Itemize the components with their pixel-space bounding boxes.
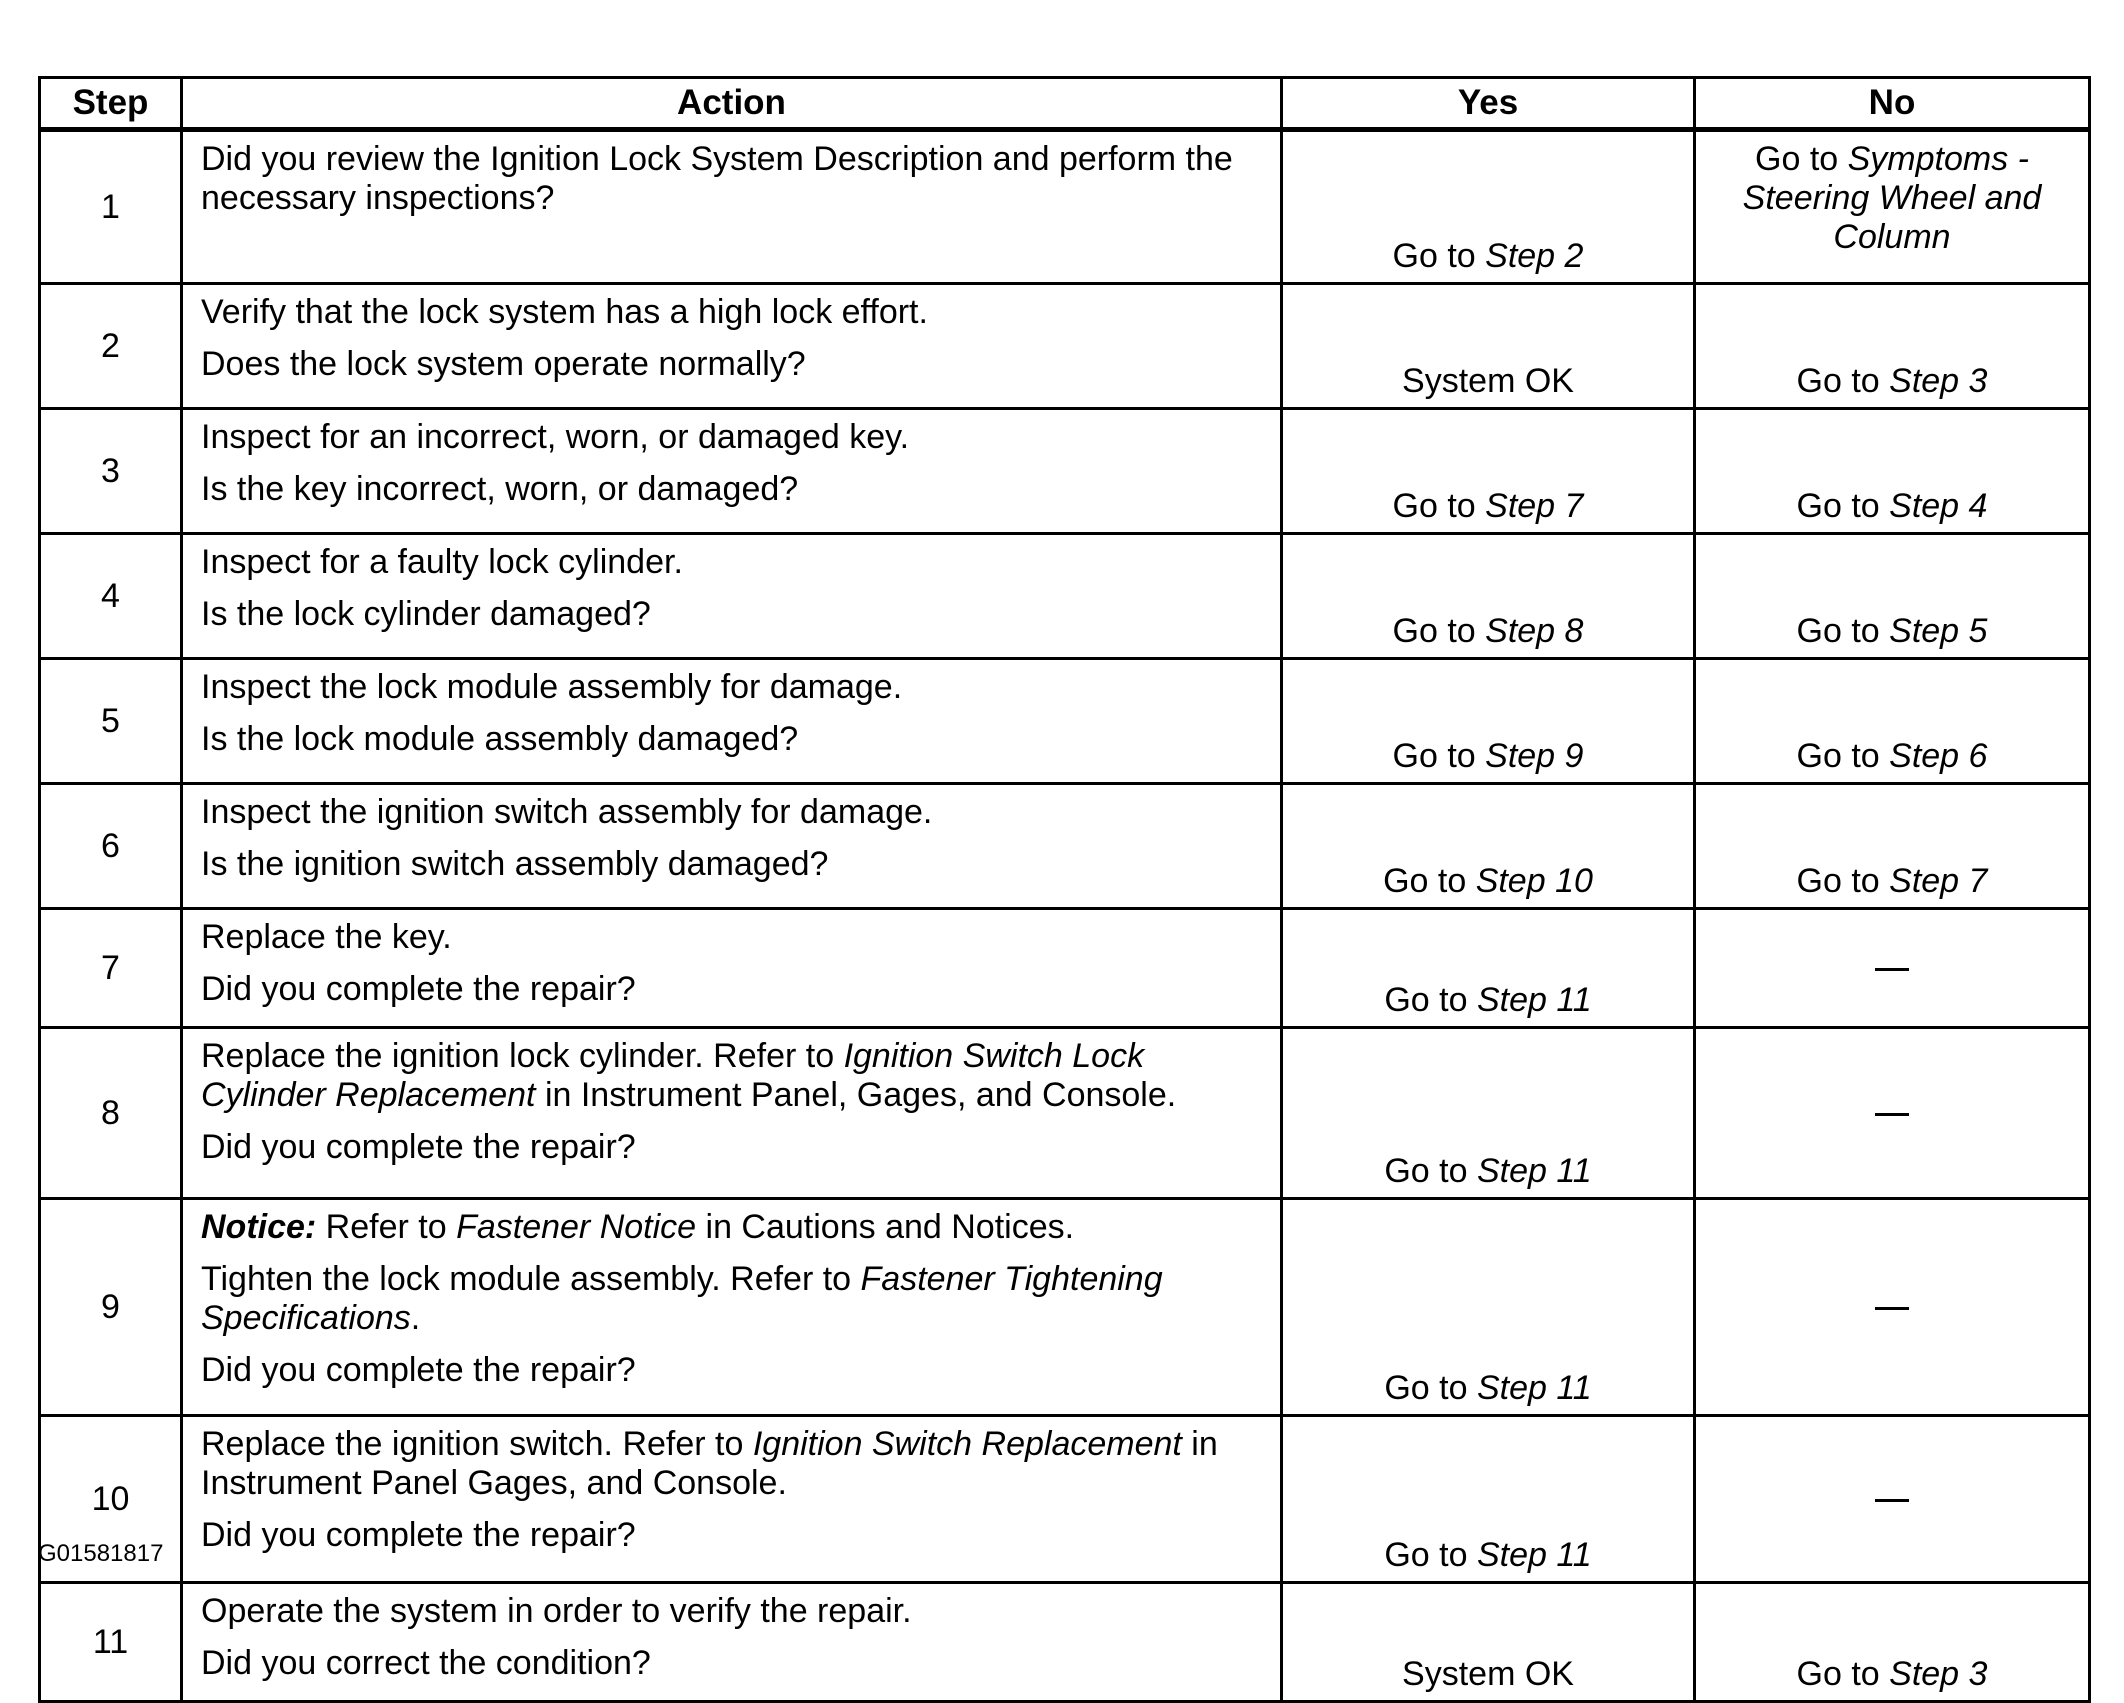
action-segment: in Instrument Panel Gages, and Console. bbox=[201, 1425, 1218, 1502]
action-cell bbox=[182, 130, 1282, 284]
yes-goto-prefix: Go to bbox=[1384, 1369, 1477, 1407]
yes-goto-prefix: Go to bbox=[1384, 981, 1477, 1019]
action-text: Inspect for an incorrect, worn, or damaged key. bbox=[201, 418, 910, 456]
no-goto-prefix: Go to bbox=[1755, 140, 1848, 178]
yes-goto-ref: Step 10 bbox=[1475, 862, 1593, 900]
action-cell bbox=[182, 1416, 1282, 1583]
action-segment: Did you complete the repair? bbox=[201, 1351, 636, 1389]
action-cell bbox=[182, 784, 1282, 909]
action-segment: Did you complete the repair? bbox=[201, 1516, 636, 1554]
action-text bbox=[201, 1260, 1262, 1338]
action-segment: Refer to bbox=[316, 1208, 457, 1246]
no-cell bbox=[1695, 659, 2090, 784]
table-row bbox=[40, 909, 2090, 1028]
table-row bbox=[40, 1583, 2090, 1702]
yes-cell bbox=[1282, 1028, 1695, 1199]
no-goto-ref: Step 3 bbox=[1889, 1655, 1988, 1693]
figure-id: G01581817 bbox=[38, 1540, 164, 1567]
action-segment: Tighten the lock module assembly. Refer to bbox=[201, 1260, 861, 1298]
diagnostic-table bbox=[38, 76, 2091, 1703]
no-goto-prefix: Go to bbox=[1796, 612, 1890, 650]
action-cell bbox=[182, 409, 1282, 534]
yes-cell bbox=[1282, 1199, 1695, 1416]
no-cell bbox=[1695, 1416, 2090, 1583]
no-goto-prefix: Go to bbox=[1796, 1655, 1890, 1693]
action-segment: in Instrument Panel, Gages, and Console. bbox=[535, 1076, 1177, 1114]
no-goto-ref: Step 6 bbox=[1889, 737, 1988, 775]
action-segment: Did you complete the repair? bbox=[201, 1128, 636, 1166]
action-text: Operate the system in order to verify the repair. bbox=[201, 1592, 912, 1630]
no-cell bbox=[1695, 909, 2090, 1028]
action-text: Inspect the lock module assembly for damage. bbox=[201, 668, 903, 706]
action-text: Is the lock cylinder damaged? bbox=[201, 595, 651, 633]
action-cell bbox=[182, 1028, 1282, 1199]
header-yes: Yes bbox=[1282, 78, 1695, 130]
action-cell bbox=[182, 534, 1282, 659]
action-text: Replace the key. bbox=[201, 918, 452, 956]
action-segment: in Cautions and Notices. bbox=[696, 1208, 1075, 1246]
no-cell bbox=[1695, 1028, 2090, 1199]
action-reference: Ignition Switch Replacement bbox=[752, 1425, 1182, 1463]
action-cell bbox=[182, 1583, 1282, 1702]
action-cell bbox=[182, 909, 1282, 1028]
no-goto-prefix: Go to bbox=[1796, 737, 1890, 775]
yes-cell bbox=[1282, 1583, 1695, 1702]
yes-goto-prefix: Go to bbox=[1392, 487, 1486, 525]
header-action: Action bbox=[182, 78, 1282, 130]
no-goto-prefix: Go to bbox=[1796, 862, 1890, 900]
no-goto-ref: Step 3 bbox=[1889, 362, 1988, 400]
no-goto-prefix: Go to bbox=[1796, 487, 1890, 525]
not-applicable-dash bbox=[1875, 968, 1909, 971]
action-text bbox=[201, 1425, 1262, 1503]
table-row bbox=[40, 1416, 2090, 1583]
table-row bbox=[40, 659, 2090, 784]
yes-cell bbox=[1282, 909, 1695, 1028]
action-text: Verify that the lock system has a high lock effort. bbox=[201, 293, 928, 331]
yes-result: System OK bbox=[1402, 362, 1574, 400]
step-number: 8 bbox=[40, 1028, 182, 1199]
yes-goto-ref: Step 7 bbox=[1485, 487, 1584, 525]
no-cell bbox=[1695, 1583, 2090, 1702]
action-segment: Replace the ignition lock cylinder. Refer to bbox=[201, 1037, 844, 1075]
action-segment: Replace the ignition switch. Refer to bbox=[201, 1425, 753, 1463]
table-row bbox=[40, 784, 2090, 909]
action-text: Did you review the Ignition Lock System Description and perform the necessary inspections? bbox=[201, 140, 1233, 217]
yes-cell bbox=[1282, 130, 1695, 284]
action-cell bbox=[182, 659, 1282, 784]
no-goto-ref: Step 7 bbox=[1889, 862, 1988, 900]
yes-cell bbox=[1282, 784, 1695, 909]
no-cell bbox=[1695, 784, 2090, 909]
no-goto-ref: Step 4 bbox=[1889, 487, 1988, 525]
no-goto-prefix: Go to bbox=[1796, 362, 1890, 400]
no-cell bbox=[1695, 534, 2090, 659]
action-text bbox=[201, 1516, 1262, 1555]
action-text: Is the lock module assembly damaged? bbox=[201, 720, 799, 758]
step-number: 2 bbox=[40, 284, 182, 409]
step-number: 10 bbox=[40, 1416, 182, 1583]
yes-cell bbox=[1282, 1416, 1695, 1583]
yes-goto-prefix: Go to bbox=[1384, 1536, 1477, 1574]
header-no: No bbox=[1695, 78, 2090, 130]
not-applicable-dash bbox=[1875, 1499, 1909, 1502]
action-reference: Ignition Switch Lock Cylinder Replacement bbox=[201, 1037, 1145, 1114]
yes-goto-prefix: Go to bbox=[1392, 237, 1486, 275]
yes-cell bbox=[1282, 409, 1695, 534]
yes-cell bbox=[1282, 534, 1695, 659]
action-text: Did you correct the condition? bbox=[201, 1644, 651, 1682]
step-number: 1 bbox=[40, 130, 182, 284]
yes-goto-ref: Step 8 bbox=[1485, 612, 1584, 650]
step-number: 11 bbox=[40, 1583, 182, 1702]
step-number: 5 bbox=[40, 659, 182, 784]
action-text: Did you complete the repair? bbox=[201, 970, 636, 1008]
action-text: Inspect the ignition switch assembly for damage. bbox=[201, 793, 933, 831]
action-text: Does the lock system operate normally? bbox=[201, 345, 806, 383]
yes-goto-prefix: Go to bbox=[1383, 862, 1476, 900]
no-goto-ref: Step 5 bbox=[1889, 612, 1988, 650]
yes-goto-ref: Step 2 bbox=[1485, 237, 1584, 275]
action-cell bbox=[182, 1199, 1282, 1416]
no-cell bbox=[1695, 1199, 2090, 1416]
yes-goto-prefix: Go to bbox=[1392, 612, 1486, 650]
action-emphasis: Notice: bbox=[201, 1208, 317, 1246]
no-cell bbox=[1695, 409, 2090, 534]
yes-goto-ref: Step 11 bbox=[1476, 1152, 1592, 1190]
action-text: Is the ignition switch assembly damaged? bbox=[201, 845, 829, 883]
yes-goto-ref: Step 11 bbox=[1476, 1369, 1592, 1407]
action-segment: . bbox=[410, 1299, 421, 1337]
no-cell bbox=[1695, 284, 2090, 409]
step-number: 3 bbox=[40, 409, 182, 534]
yes-goto-ref: Step 11 bbox=[1476, 1536, 1592, 1574]
table-row bbox=[40, 1028, 2090, 1199]
yes-cell bbox=[1282, 284, 1695, 409]
table-row bbox=[40, 284, 2090, 409]
yes-goto-prefix: Go to bbox=[1392, 737, 1486, 775]
action-text: Inspect for a faulty lock cylinder. bbox=[201, 543, 683, 581]
table-row bbox=[40, 130, 2090, 284]
table-row bbox=[40, 1199, 2090, 1416]
table-row bbox=[40, 409, 2090, 534]
yes-result: System OK bbox=[1402, 1655, 1574, 1693]
action-cell bbox=[182, 284, 1282, 409]
header-step: Step bbox=[40, 78, 182, 130]
step-number: 7 bbox=[40, 909, 182, 1028]
action-text: Is the key incorrect, worn, or damaged? bbox=[201, 470, 799, 508]
action-text bbox=[201, 1208, 1262, 1247]
action-reference: Fastener Tightening Specifications bbox=[201, 1260, 1163, 1337]
step-number: 9 bbox=[40, 1199, 182, 1416]
yes-goto-ref: Step 11 bbox=[1476, 981, 1592, 1019]
yes-goto-prefix: Go to bbox=[1384, 1152, 1477, 1190]
not-applicable-dash bbox=[1875, 1113, 1909, 1116]
no-cell bbox=[1695, 130, 2090, 284]
step-number: 4 bbox=[40, 534, 182, 659]
not-applicable-dash bbox=[1875, 1307, 1909, 1310]
yes-cell bbox=[1282, 659, 1695, 784]
no-goto-ref: Symptoms - Steering Wheel and Column bbox=[1742, 140, 2042, 256]
action-text bbox=[201, 1128, 1262, 1167]
action-text bbox=[201, 1351, 1262, 1390]
table-header-row bbox=[40, 78, 2090, 130]
table-row bbox=[40, 534, 2090, 659]
action-reference: Fastener Notice bbox=[456, 1208, 697, 1246]
step-number: 6 bbox=[40, 784, 182, 909]
yes-goto-ref: Step 9 bbox=[1485, 737, 1584, 775]
action-text bbox=[201, 1037, 1262, 1115]
